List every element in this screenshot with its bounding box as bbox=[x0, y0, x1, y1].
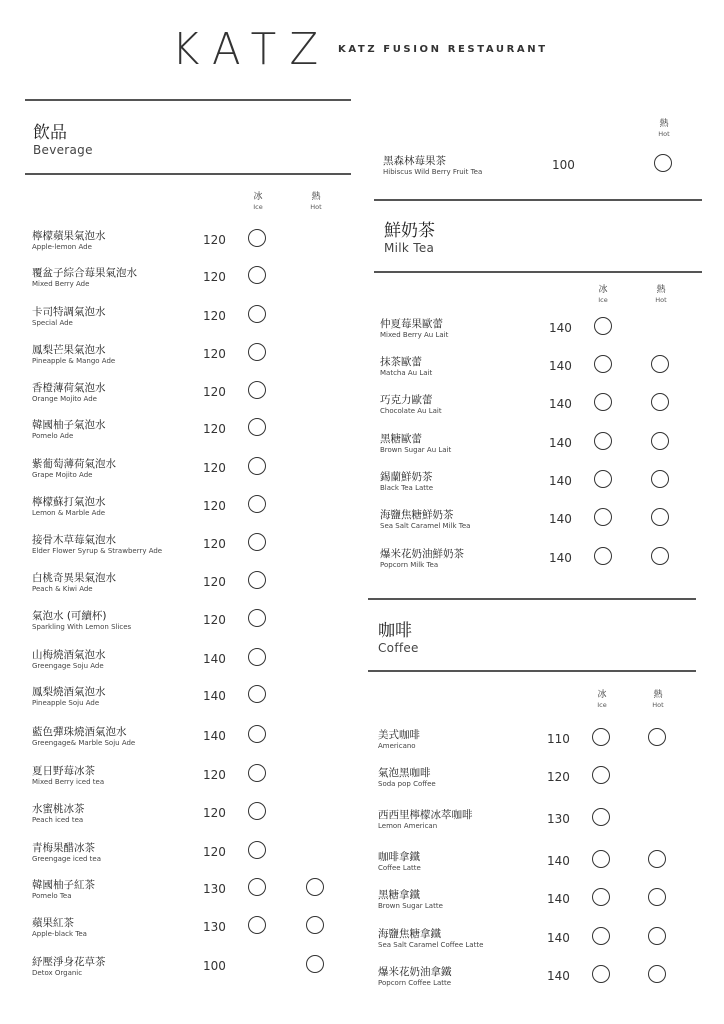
item-name-en: Brown Sugar Latte bbox=[378, 902, 443, 910]
menu-item bbox=[378, 926, 670, 956]
column-header-hot: 熱 Hot bbox=[658, 119, 670, 138]
ice-option-checkbox[interactable] bbox=[248, 609, 266, 627]
ice-option-checkbox[interactable] bbox=[248, 764, 266, 782]
item-name-zh: 美式咖啡 bbox=[378, 729, 420, 741]
ice-option-checkbox[interactable] bbox=[248, 916, 266, 934]
item-name-en: Greengage& Marble Soju Ade bbox=[32, 739, 136, 747]
item-price: 140 bbox=[549, 321, 572, 335]
menu-item bbox=[380, 469, 673, 499]
menu-item bbox=[32, 456, 328, 486]
item-name-zh: 氣泡黑咖啡 bbox=[378, 767, 431, 779]
ice-option-checkbox[interactable] bbox=[248, 418, 266, 436]
ice-option-checkbox[interactable] bbox=[248, 878, 266, 896]
item-name-en: Apple-black Tea bbox=[32, 930, 87, 938]
hot-option-checkbox[interactable] bbox=[651, 393, 669, 411]
item-name-zh: 海鹽焦糖鮮奶茶 bbox=[380, 509, 454, 521]
ice-option-checkbox[interactable] bbox=[248, 571, 266, 589]
ice-option-checkbox[interactable] bbox=[592, 728, 610, 746]
restaurant-logo: KATZ bbox=[172, 24, 332, 75]
item-name-zh: 水蜜桃冰茶 bbox=[32, 803, 85, 815]
item-name-zh: 西西里檸檬冰萃咖啡 bbox=[378, 809, 473, 821]
menu-item bbox=[32, 877, 328, 907]
item-price: 120 bbox=[203, 385, 226, 399]
item-price: 120 bbox=[203, 270, 226, 284]
ice-option-checkbox[interactable] bbox=[594, 547, 612, 565]
section-title-beverage-en: Beverage bbox=[33, 143, 93, 157]
item-price: 140 bbox=[203, 729, 226, 743]
ice-option-checkbox[interactable] bbox=[248, 495, 266, 513]
menu-item bbox=[380, 431, 673, 461]
ice-option-checkbox[interactable] bbox=[592, 965, 610, 983]
item-price: 130 bbox=[203, 882, 226, 896]
hot-option-checkbox[interactable] bbox=[648, 728, 666, 746]
item-name-en: Pineapple Soju Ade bbox=[32, 699, 100, 707]
ice-option-checkbox[interactable] bbox=[594, 508, 612, 526]
item-name-zh: 仲夏莓果歐蕾 bbox=[380, 318, 443, 330]
item-price: 120 bbox=[203, 575, 226, 589]
item-name-en: Sparkling With Lemon Slices bbox=[32, 623, 132, 631]
ice-option-checkbox[interactable] bbox=[594, 317, 612, 335]
divider bbox=[374, 271, 702, 273]
menu-item bbox=[32, 228, 328, 258]
item-name-en: Pomelo Ade bbox=[32, 432, 74, 440]
menu-item bbox=[32, 840, 328, 870]
item-name-zh: 爆米花奶油鮮奶茶 bbox=[380, 548, 464, 560]
section-title-coffee-zh: 咖啡 bbox=[378, 621, 412, 641]
ice-option-checkbox[interactable] bbox=[592, 808, 610, 826]
item-name-zh: 咖啡拿鐵 bbox=[378, 851, 420, 863]
item-name-zh: 抹茶歐蕾 bbox=[380, 356, 422, 368]
menu-item bbox=[380, 507, 673, 537]
item-name-zh: 爆米花奶油拿鐵 bbox=[378, 966, 452, 978]
item-name-zh: 檸檬蘇打氣泡水 bbox=[32, 496, 106, 508]
item-name-en: Greengage iced tea bbox=[32, 855, 102, 863]
item-price: 120 bbox=[203, 499, 226, 513]
ice-option-checkbox[interactable] bbox=[248, 725, 266, 743]
ice-option-checkbox[interactable] bbox=[594, 470, 612, 488]
item-name-en: Elder Flower Syrup & Strawberry Ade bbox=[32, 547, 163, 555]
item-name-en: Soda pop Coffee bbox=[378, 780, 436, 788]
item-name-en: Pineapple & Mango Ade bbox=[32, 357, 116, 365]
menu-item bbox=[32, 724, 328, 754]
item-name-en: Grape Mojito Ade bbox=[32, 471, 93, 479]
hot-option-checkbox[interactable] bbox=[648, 850, 666, 868]
item-price: 100 bbox=[203, 959, 226, 973]
ice-option-checkbox[interactable] bbox=[248, 266, 266, 284]
item-price: 100 bbox=[552, 158, 575, 172]
item-price: 120 bbox=[203, 537, 226, 551]
menu-item bbox=[378, 765, 670, 795]
item-name-en: Popcorn Milk Tea bbox=[380, 561, 439, 569]
menu-item bbox=[32, 647, 328, 677]
item-name-zh: 紓壓淨身花草茶 bbox=[32, 956, 106, 968]
item-name-zh: 紫葡萄薄荷氣泡水 bbox=[32, 458, 116, 470]
item-name-en: Coffee Latte bbox=[378, 864, 421, 872]
item-name-en: Peach iced tea bbox=[32, 816, 84, 824]
item-price: 140 bbox=[203, 652, 226, 666]
item-price: 140 bbox=[549, 359, 572, 373]
ice-option-checkbox[interactable] bbox=[592, 850, 610, 868]
hot-option-checkbox[interactable] bbox=[651, 508, 669, 526]
ice-option-checkbox[interactable] bbox=[592, 766, 610, 784]
item-price: 140 bbox=[547, 854, 570, 868]
hot-option-checkbox[interactable] bbox=[648, 965, 666, 983]
menu-item bbox=[383, 153, 676, 183]
item-price: 120 bbox=[203, 233, 226, 247]
item-price: 140 bbox=[547, 892, 570, 906]
ice-option-checkbox[interactable] bbox=[248, 343, 266, 361]
item-price: 140 bbox=[203, 689, 226, 703]
item-price: 120 bbox=[203, 347, 226, 361]
item-name-en: Lemon & Marble Ade bbox=[32, 509, 106, 517]
item-price: 130 bbox=[547, 812, 570, 826]
column-header-ice: 冰 Ice bbox=[253, 192, 263, 211]
ice-option-checkbox[interactable] bbox=[594, 393, 612, 411]
item-name-zh: 鳳梨芒果氣泡水 bbox=[32, 344, 106, 356]
item-name-en: Black Tea Latte bbox=[380, 484, 434, 492]
item-name-en: Lemon American bbox=[378, 822, 438, 830]
item-price: 120 bbox=[203, 845, 226, 859]
item-name-en: Mixed Berry Au Lait bbox=[380, 331, 449, 339]
item-price: 130 bbox=[203, 920, 226, 934]
item-price: 120 bbox=[203, 613, 226, 627]
section-title-milktea-en: Milk Tea bbox=[384, 241, 435, 255]
item-price: 140 bbox=[549, 397, 572, 411]
item-name-en: Peach & Kiwi Ade bbox=[32, 585, 93, 593]
menu-item bbox=[32, 494, 328, 524]
item-name-en: Greengage Soju Ade bbox=[32, 662, 104, 670]
restaurant-name: KATZ FUSION RESTAURANT bbox=[338, 44, 548, 55]
hot-option-checkbox[interactable] bbox=[306, 878, 324, 896]
item-name-en: Pomelo Tea bbox=[32, 892, 72, 900]
menu-item bbox=[378, 964, 670, 994]
item-name-zh: 檸檬蘋果氣泡水 bbox=[32, 230, 106, 242]
hot-option-checkbox[interactable] bbox=[648, 927, 666, 945]
item-price: 140 bbox=[549, 436, 572, 450]
hot-option-checkbox[interactable] bbox=[651, 470, 669, 488]
item-name-en: Apple-lemon Ade bbox=[32, 243, 92, 251]
item-name-en: Orange Mojito Ade bbox=[32, 395, 97, 403]
item-name-zh: 鳳梨燒酒氣泡水 bbox=[32, 686, 106, 698]
item-name-en: Popcorn Coffee Latte bbox=[378, 979, 452, 987]
item-name-zh: 接骨木草莓氣泡水 bbox=[32, 534, 116, 546]
column-header-hot: 熱 Hot bbox=[655, 285, 667, 304]
item-name-en: Chocolate Au Lait bbox=[380, 407, 442, 415]
item-name-zh: 黑糖拿鐵 bbox=[378, 889, 420, 901]
item-name-zh: 夏日野莓冰茶 bbox=[32, 765, 95, 777]
ice-option-checkbox[interactable] bbox=[592, 888, 610, 906]
item-price: 120 bbox=[203, 768, 226, 782]
item-name-zh: 海鹽焦糖拿鐵 bbox=[378, 928, 441, 940]
section-title-beverage-zh: 飲品 bbox=[33, 123, 67, 143]
divider bbox=[368, 598, 696, 600]
menu-item bbox=[32, 570, 328, 600]
item-name-zh: 山梅燒酒氣泡水 bbox=[32, 649, 106, 661]
item-price: 120 bbox=[203, 461, 226, 475]
item-name-en: Americano bbox=[378, 742, 416, 750]
item-name-zh: 氣泡水 (可續杯) bbox=[32, 610, 107, 622]
menu-item bbox=[380, 354, 673, 384]
menu-item bbox=[32, 532, 328, 562]
item-name-zh: 覆盆子綜合莓果氣泡水 bbox=[32, 267, 137, 279]
item-price: 140 bbox=[549, 512, 572, 526]
column-header-ice: 冰 Ice bbox=[598, 285, 608, 304]
ice-option-checkbox[interactable] bbox=[248, 533, 266, 551]
item-price: 120 bbox=[547, 770, 570, 784]
item-name-en: Sea Salt Caramel Coffee Latte bbox=[378, 941, 484, 949]
hot-option-checkbox[interactable] bbox=[651, 432, 669, 450]
menu-item bbox=[378, 807, 670, 837]
item-name-zh: 青梅果醋冰茶 bbox=[32, 842, 95, 854]
item-price: 140 bbox=[549, 551, 572, 565]
item-name-zh: 錫蘭鮮奶茶 bbox=[380, 471, 433, 483]
ice-option-checkbox[interactable] bbox=[248, 685, 266, 703]
ice-option-checkbox[interactable] bbox=[248, 381, 266, 399]
divider bbox=[368, 670, 696, 672]
ice-option-checkbox[interactable] bbox=[248, 841, 266, 859]
menu-item bbox=[32, 265, 328, 295]
ice-option-checkbox[interactable] bbox=[248, 229, 266, 247]
menu-item bbox=[32, 304, 328, 334]
item-name-zh: 藍色彈珠燒酒氣泡水 bbox=[32, 726, 127, 738]
hot-option-checkbox[interactable] bbox=[306, 916, 324, 934]
item-name-zh: 巧克力歐蕾 bbox=[380, 394, 433, 406]
item-price: 120 bbox=[203, 422, 226, 436]
divider bbox=[25, 99, 351, 101]
item-price: 120 bbox=[203, 806, 226, 820]
item-name-en: Hibiscus Wild Berry Fruit Tea bbox=[383, 168, 483, 176]
hot-option-checkbox[interactable] bbox=[651, 547, 669, 565]
section-title-milktea-zh: 鮮奶茶 bbox=[384, 221, 435, 241]
item-price: 140 bbox=[547, 969, 570, 983]
column-header-ice: 冰 Ice bbox=[597, 690, 607, 709]
divider bbox=[374, 199, 702, 201]
ice-option-checkbox[interactable] bbox=[248, 648, 266, 666]
ice-option-checkbox[interactable] bbox=[248, 802, 266, 820]
item-price: 140 bbox=[549, 474, 572, 488]
item-name-zh: 黑森林莓果茶 bbox=[383, 155, 446, 167]
menu-item bbox=[378, 887, 670, 917]
ice-option-checkbox[interactable] bbox=[248, 305, 266, 323]
column-header-hot: 熱 Hot bbox=[310, 192, 322, 211]
menu-item bbox=[380, 392, 673, 422]
item-name-en: Detox Organic bbox=[32, 969, 83, 977]
item-name-en: Sea Salt Caramel Milk Tea bbox=[380, 522, 471, 530]
hot-option-checkbox[interactable] bbox=[654, 154, 672, 172]
menu-item bbox=[32, 380, 328, 410]
hot-option-checkbox[interactable] bbox=[651, 355, 669, 373]
item-price: 110 bbox=[547, 732, 570, 746]
ice-option-checkbox[interactable] bbox=[248, 457, 266, 475]
item-name-en: Special Ade bbox=[32, 319, 73, 327]
menu-item bbox=[32, 915, 328, 945]
menu-item bbox=[32, 608, 328, 638]
item-name-zh: 黑糖歐蕾 bbox=[380, 433, 422, 445]
item-price: 140 bbox=[547, 931, 570, 945]
menu-item bbox=[380, 316, 673, 346]
ice-option-checkbox[interactable] bbox=[594, 355, 612, 373]
menu-item bbox=[32, 342, 328, 372]
menu-item bbox=[380, 546, 673, 576]
item-name-zh: 韓國柚子紅茶 bbox=[32, 879, 95, 891]
item-name-zh: 蘋果紅茶 bbox=[32, 917, 74, 929]
hot-option-checkbox[interactable] bbox=[306, 955, 324, 973]
menu-item bbox=[32, 954, 328, 984]
menu-item bbox=[378, 727, 670, 757]
item-price: 120 bbox=[203, 309, 226, 323]
item-name-zh: 韓國柚子氣泡水 bbox=[32, 419, 106, 431]
menu-item bbox=[378, 849, 670, 879]
section-title-coffee-en: Coffee bbox=[378, 641, 419, 655]
menu-item bbox=[32, 684, 328, 714]
menu-item bbox=[32, 763, 328, 793]
column-header-hot: 熱 Hot bbox=[652, 690, 664, 709]
menu-item bbox=[32, 417, 328, 447]
hot-option-checkbox[interactable] bbox=[648, 888, 666, 906]
divider bbox=[25, 173, 351, 175]
ice-option-checkbox[interactable] bbox=[592, 927, 610, 945]
item-name-en: Mixed Berry iced tea bbox=[32, 778, 105, 786]
ice-option-checkbox[interactable] bbox=[594, 432, 612, 450]
item-name-zh: 香橙薄荷氣泡水 bbox=[32, 382, 106, 394]
item-name-zh: 卡司特調氣泡水 bbox=[32, 306, 106, 318]
item-name-en: Mixed Berry Ade bbox=[32, 280, 90, 288]
item-name-zh: 白桃奇異果氣泡水 bbox=[32, 572, 116, 584]
item-name-en: Matcha Au Lait bbox=[380, 369, 433, 377]
menu-item bbox=[32, 801, 328, 831]
item-name-en: Brown Sugar Au Lait bbox=[380, 446, 452, 454]
